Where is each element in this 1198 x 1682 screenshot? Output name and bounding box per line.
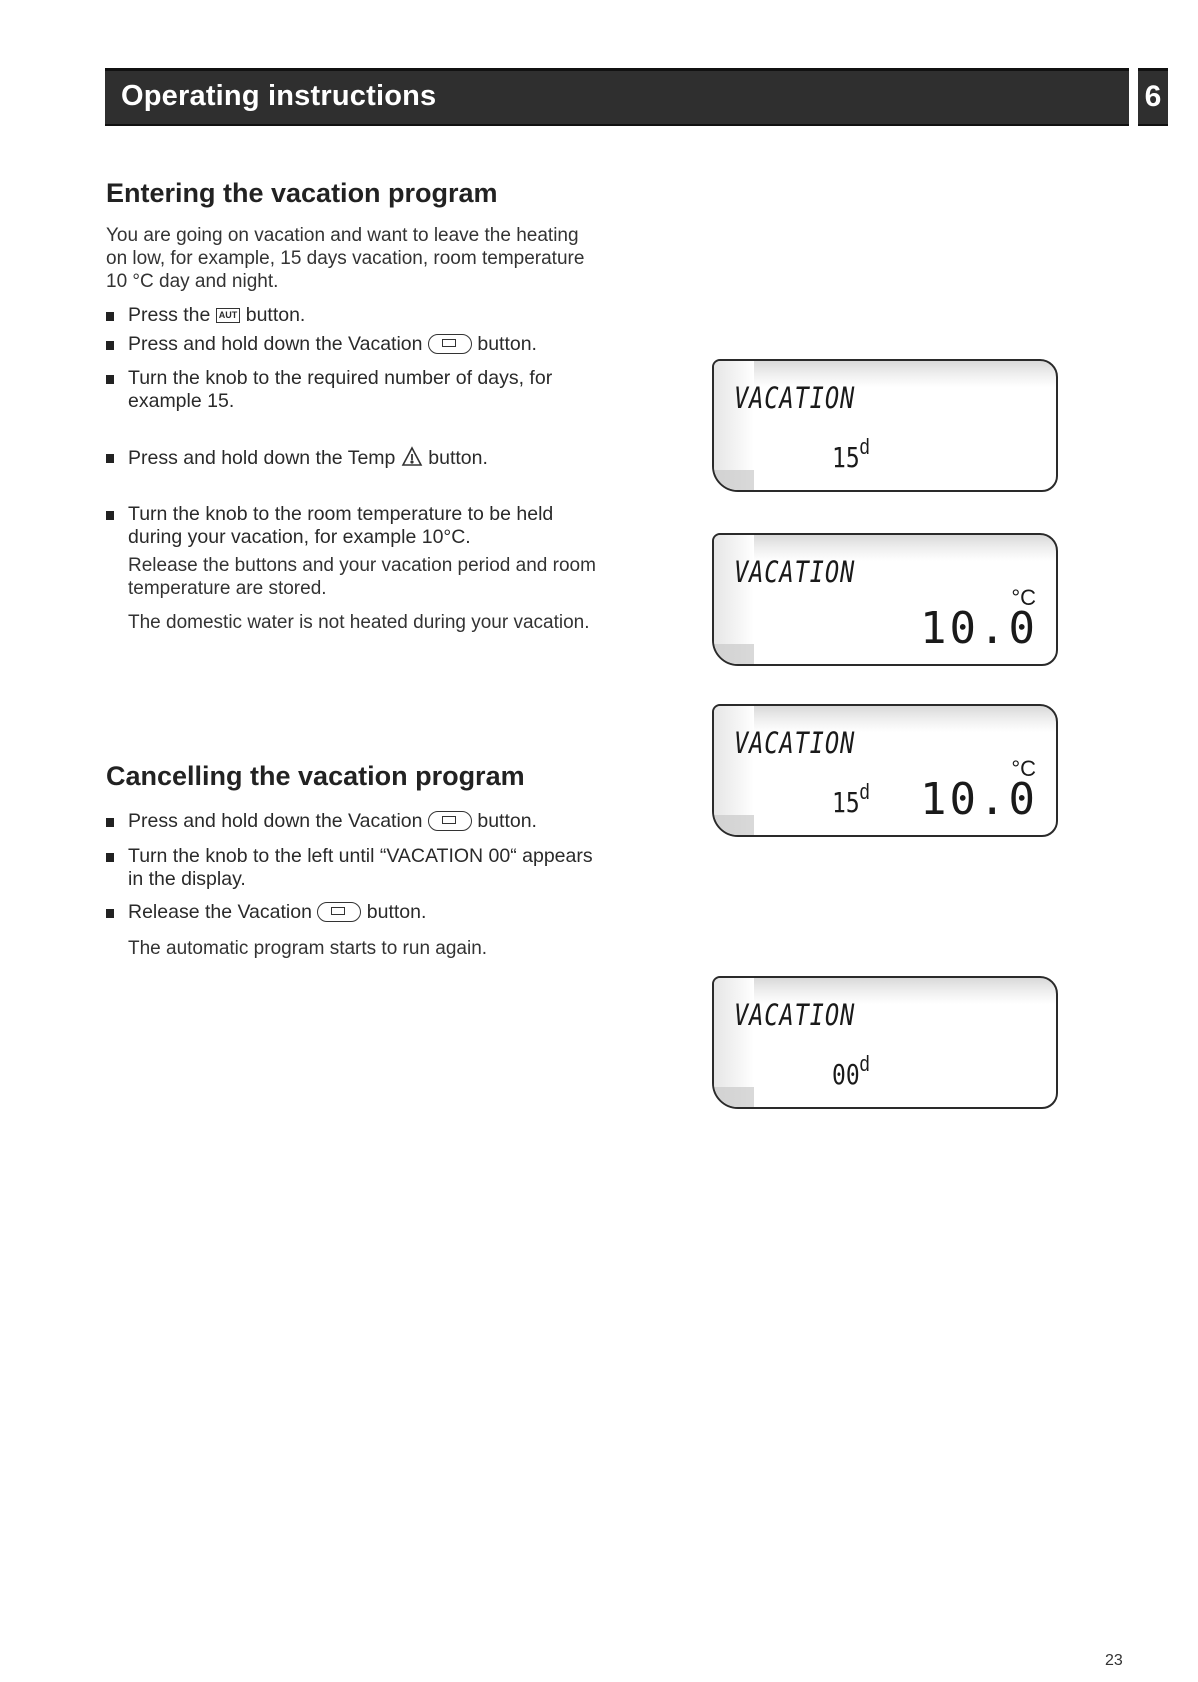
lcd-display-days xyxy=(712,359,1058,492)
vacation-button-icon xyxy=(428,334,472,354)
lcd-unit: °C xyxy=(1011,756,1036,781)
section-heading-cancelling: Cancelling the vacation program xyxy=(106,761,525,791)
note-stored: Release the buttons and your vacation period and room temperature are stored. xyxy=(128,555,596,599)
lcd-label: VACATION xyxy=(734,998,856,1032)
lcd-days-value: 00$^d$ xyxy=(832,1051,870,1091)
header-bar xyxy=(105,68,1129,126)
section-heading-entering: Entering the vacation program xyxy=(106,178,498,208)
step-turn-knob-temp: Turn the knob to the room temperature to be held during your vacation, for example 10°C. xyxy=(106,503,596,549)
lcd-temp-value: 10.0 xyxy=(920,603,1038,654)
vacation-button-icon xyxy=(317,902,361,922)
square-bullet-icon xyxy=(106,341,114,350)
lcd-display-cancelled xyxy=(712,976,1058,1109)
lcd-display-temperature xyxy=(712,533,1058,666)
lcd-days-value: 15$^d$ xyxy=(832,779,870,819)
chapter-badge: 6 xyxy=(1138,68,1168,126)
lcd-temp-value: 10.0 xyxy=(920,774,1038,825)
step-cancel-turn-knob: Turn the knob to the left until “VACATION 00“ appears in the display. xyxy=(106,845,596,891)
lcd-display-days-temperature xyxy=(712,704,1058,837)
square-bullet-icon xyxy=(106,511,114,520)
step-cancel-hold-vacation: Press and hold down the Vacation button. xyxy=(106,810,596,833)
step-hold-vacation: Press and hold down the Vacation button. xyxy=(106,333,596,356)
square-bullet-icon xyxy=(106,375,114,384)
lcd-days-value: 15$^d$ xyxy=(832,434,870,474)
step-press-auto: Press the AUT button. xyxy=(106,304,596,327)
lcd-label: VACATION xyxy=(734,726,856,760)
page-number: 23 xyxy=(1105,1652,1123,1669)
lcd-unit: °C xyxy=(1011,585,1036,610)
step-cancel-release: Release the Vacation button. xyxy=(106,901,596,924)
square-bullet-icon xyxy=(106,909,114,918)
lcd-label: VACATION xyxy=(734,381,856,415)
intro-paragraph: You are going on vacation and want to leave the heating on low, for example, 15 days vacation, room temperature 10 °C day and night. xyxy=(106,225,585,292)
auto-button-icon: AUT xyxy=(216,308,241,323)
square-bullet-icon xyxy=(106,853,114,862)
lcd-label: VACATION xyxy=(734,555,856,589)
step-turn-knob-days: Turn the knob to the required number of days, for example 15. xyxy=(106,367,596,413)
vacation-button-icon xyxy=(428,811,472,831)
step-hold-temp: Press and hold down the Temp button. xyxy=(106,446,596,474)
note-automatic-program: The automatic program starts to run again. xyxy=(128,938,488,959)
header-title: Operating instructions xyxy=(121,80,437,112)
square-bullet-icon xyxy=(106,818,114,827)
square-bullet-icon xyxy=(106,454,114,463)
temp-button-icon xyxy=(401,446,423,474)
note-domestic-water: The domestic water is not heated during your vacation. xyxy=(128,612,590,633)
square-bullet-icon xyxy=(106,312,114,321)
